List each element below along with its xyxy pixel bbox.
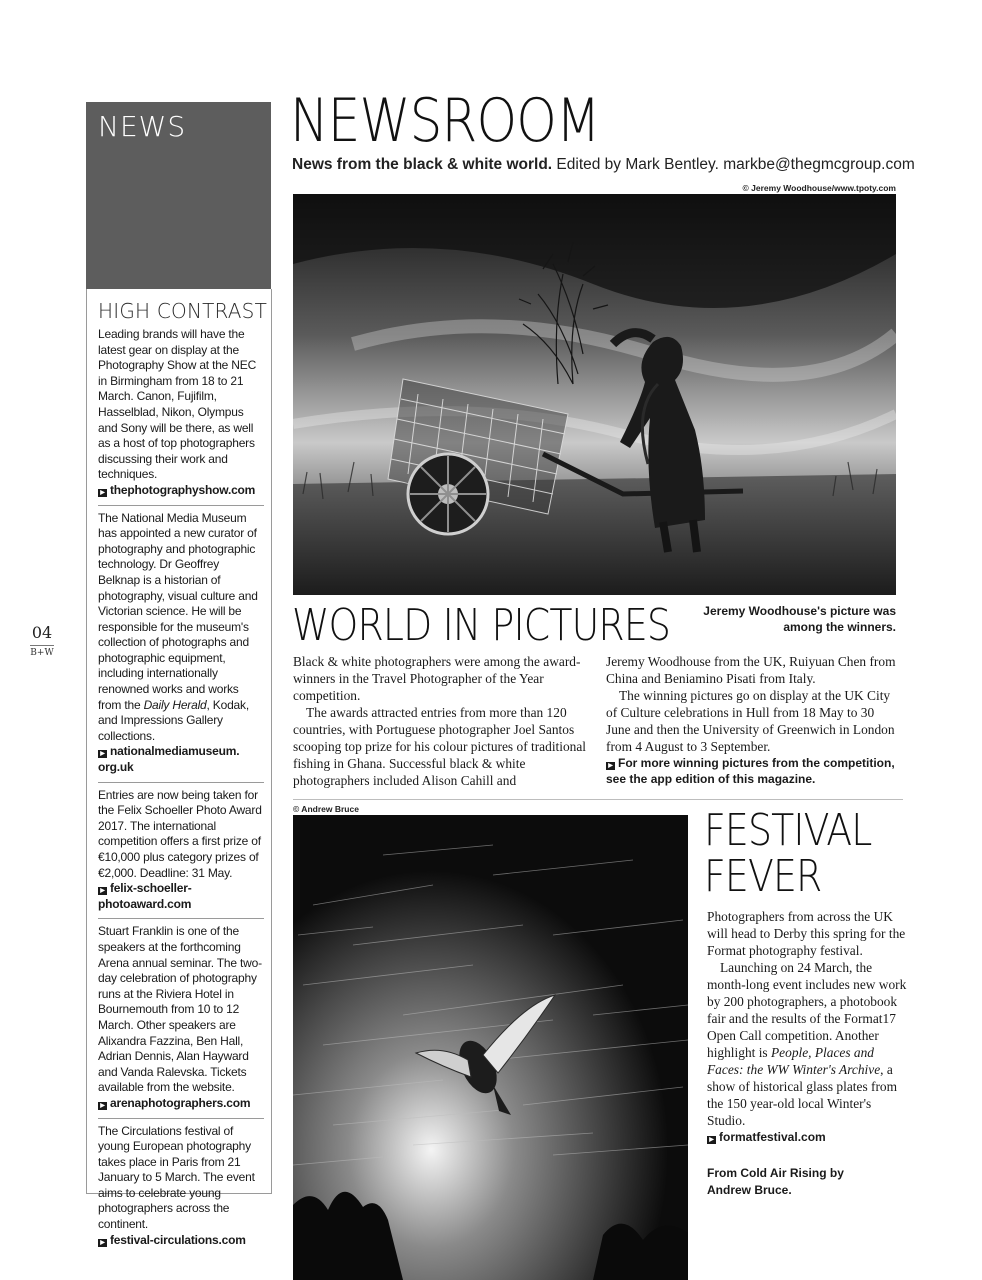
arrow-icon: ▶ (606, 762, 615, 770)
headline-festival-fever: FESTIVAL FEVER (704, 805, 872, 902)
news-item-text: Leading brands will have the latest gear on display at the Photography Show at the NEC in Birmingham from 18 to 21 March. Canon, Fujifilm, Hasselblad, Nikon, Olympus and Sony will be there, as well as a host of top photographers discussing their work and techniques. (98, 327, 257, 482)
section-tag: NEWS (98, 110, 187, 143)
photo-caption: Jeremy Woodhouse's picture was among the winners. (703, 604, 896, 634)
news-item-text: The National Media Museum has appointed a new curator of photography and photographic technology. Dr Geoffrey Belknap is a historian of photography, visual culture and Victorian science. He will be responsible for the museum's collection of photographs and photographic equipment, including internationally renowned works and works from the Daily Herald, Kodak, and Impressions Gallery collections. (98, 510, 258, 743)
section-tag-block (86, 102, 271, 289)
paragraph: Jeremy Woodhouse from the UK, Ruiyuan Chen from China and Beniamino Pisati from Italy. (606, 654, 896, 686)
news-item-link[interactable]: ▶ festival-circulations.com (98, 1233, 264, 1249)
photo-credit: © Jeremy Woodhouse/www.tpoty.com (742, 183, 896, 193)
arrow-icon: ▶ (98, 887, 107, 895)
arrow-icon: ▶ (98, 1102, 107, 1110)
news-item-text: The Circulations festival of young European photography takes place in Paris from 21 January to 5 March. The event aims to celebrate young photographers across the continent. (98, 1123, 255, 1232)
news-item-link[interactable]: ▶ thephotographyshow.com (98, 483, 264, 499)
magazine-brand: B+W (30, 648, 54, 658)
festival-link[interactable]: ▶ formatfestival.com (707, 1129, 907, 1145)
news-item-text: Entries are now being taken for the Felix Schoeller Photo Award 2017. The international competition offers a first prize of €10,000 plus category prizes of €2,000. Deadline: 31 May. (98, 787, 262, 880)
page-subtitle: News from the black & white world. Edited by Mark Bentley. markbe@thegmcgroup.com (292, 156, 915, 173)
arrow-icon: ▶ (98, 1239, 107, 1247)
folio-rule (30, 645, 54, 646)
paragraph: Photographers from across the UK will head to Derby this spring for the Format photography festival. (707, 909, 906, 958)
arrow-icon: ▶ (98, 750, 107, 758)
news-item-link[interactable]: ▶ nationalmediamuseum. org.uk (98, 744, 240, 775)
news-item-text: Stuart Franklin is one of the speakers at the forthcoming Arena annual seminar. The two-day celebration of photography runs at the Riviera Hotel in Bournemouth from 10 to 12 March. Other speakers are Alixandra Fazzina, Ben Hall, Adrian Dennis, Alan Hayward and Vanda Ralevska. Tickets available from the website. (98, 924, 262, 1095)
section-divider (293, 799, 903, 800)
sidebar-news-item (98, 1124, 264, 1249)
sidebar-news-item (98, 511, 264, 776)
app-edition-link[interactable]: ▶ For more winning pictures from the competition, see the app edition of this magazine. (606, 756, 895, 786)
article-column-3 (707, 908, 907, 1145)
arrow-icon: ▶ (98, 489, 107, 497)
news-item-link[interactable]: ▶ arenaphotographers.com (98, 1096, 264, 1112)
paragraph: The awards attracted entries from more than 120 countries, with Portuguese photographer Joel Santos scooping top prize for his colour pictures of traditional fishing in Ghana. Successful black & white photographers included Alison Cahill and (293, 705, 587, 788)
sidebar-news-item (98, 327, 264, 499)
divider (98, 782, 264, 783)
page-title: NEWSROOM (290, 86, 600, 156)
paragraph: Launching on 24 March, the month-long event includes new work by 200 photographers, a photobook fair and the results of the Format17 Open Call competition. Another highlight is People, Places and Faces: the WW Winter's Archive, a show of historical glass plates from the 150 year-old local Winter's Studio. (707, 960, 907, 1128)
headline-world-in-pictures: WORLD IN PICTURES (292, 600, 671, 651)
divider (98, 505, 264, 506)
paragraph: Black & white photographers were among the award-winners in the Travel Photographer of the Year competition. (293, 654, 581, 703)
photo-bird-in-flight (293, 815, 688, 1280)
divider (98, 1118, 264, 1119)
photo-woman-with-cart (293, 194, 896, 595)
sidebar-news-item (98, 924, 264, 1111)
page-number: 04 (31, 623, 53, 642)
article-column-1 (293, 653, 587, 789)
article-column-2 (606, 653, 898, 787)
news-item-link[interactable]: ▶ felix-schoeller-photoaward.com (98, 881, 192, 911)
photo-caption: From Cold Air Rising by Andrew Bruce. (707, 1166, 844, 1197)
paragraph: The winning pictures go on display at the UK City of Culture celebrations in Hull from 18 May to 30 June and then the University of Greenwich in London from 4 August to 3 September. (606, 688, 895, 754)
news-sidebar (86, 289, 272, 1247)
sidebar-news-item (98, 788, 264, 913)
sidebar-heading: HIGH CONTRAST (98, 299, 267, 323)
arrow-icon: ▶ (707, 1136, 716, 1144)
photo-credit: © Andrew Bruce (293, 804, 359, 814)
divider (98, 918, 264, 919)
